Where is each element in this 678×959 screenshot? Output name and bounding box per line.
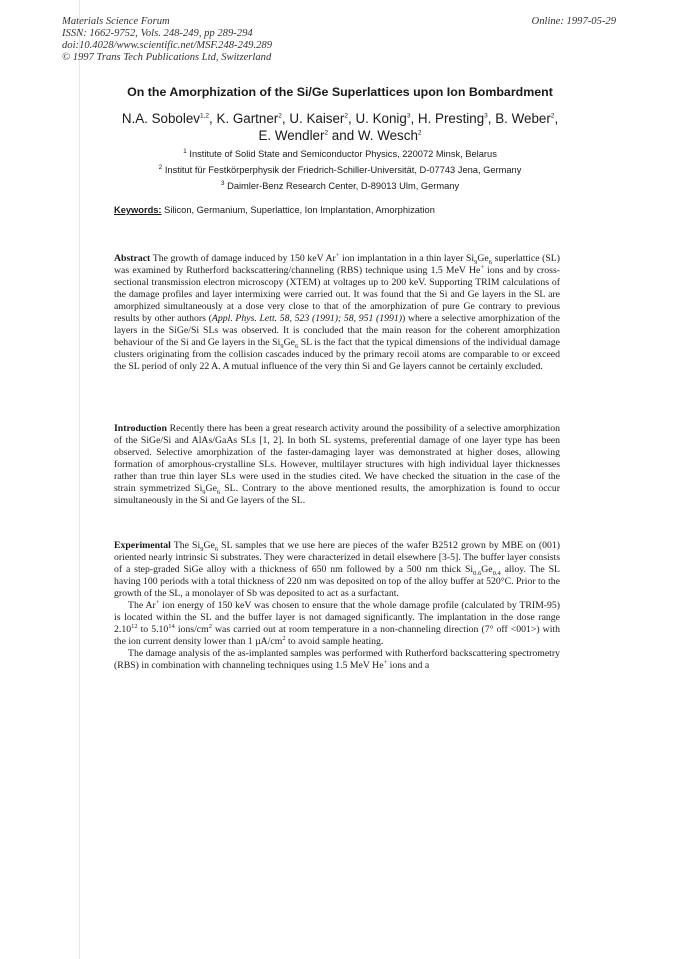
author-affil-mark: 2 — [417, 129, 422, 137]
author-name: E. Wendler — [258, 128, 325, 143]
affil-text: Institut für Festkörperphysik der Friedrich-Schiller-Universität, D-07743 Jena, Germany — [164, 165, 522, 175]
text-run: ions/cm — [174, 624, 209, 636]
author-affil-mark: 2 — [550, 112, 555, 120]
experimental-heading: Experimental — [114, 540, 171, 551]
affil-text: Institute of Solid State and Semiconductor Physics, 220072 Minsk, Belarus — [189, 149, 497, 159]
subscript: 6 — [294, 343, 299, 351]
experimental-paragraph-2 — [114, 600, 560, 648]
text-run: SL. Contrary to the above mentioned results, the amorphization is found to occur simultaneously in the Si and Ge layers of the SL. — [114, 483, 560, 507]
doi-line: doi:10.4028/www.scientific.net/MSF.248-249.289 — [62, 40, 272, 51]
author-separator: , — [281, 111, 290, 126]
affil-mark: 1 — [183, 147, 187, 155]
keywords-text: Silicon, Germanium, Superlattice, Ion Implantation, Amorphization — [164, 205, 435, 215]
abstract-paragraph — [114, 253, 560, 373]
affiliation-1 — [60, 146, 620, 162]
superscript: + — [155, 598, 160, 606]
subscript: 6 — [214, 545, 219, 553]
author-separator: , — [209, 111, 217, 126]
journal-header — [62, 16, 272, 64]
copyright-line: © 1997 Trans Tech Publications Ltd, Switzerland — [62, 52, 272, 63]
superscript: 12 — [131, 623, 138, 631]
subscript: 0.6 — [473, 570, 482, 578]
author-name: H. Presting — [417, 111, 485, 126]
affiliation-2 — [60, 162, 620, 178]
experimental-paragraph-3 — [114, 648, 560, 672]
author-affil-mark: 1,2 — [199, 112, 210, 120]
author-line-2 — [60, 127, 620, 144]
text-run: ) where a selective amorphization of the layers in the SiGe/Si SLs was observed. It is concluded that the main reason for the coherent amorphization behaviour of the Si and Ge layers in the Si — [114, 313, 560, 349]
author-name: B. Weber — [495, 111, 551, 126]
subscript: 9 — [200, 545, 204, 553]
superscript: 14 — [168, 623, 175, 631]
superscript: + — [383, 659, 388, 667]
text-run: Ge — [203, 540, 215, 551]
subscript: 0.4 — [492, 570, 501, 578]
author-name: U. Kaiser — [289, 111, 345, 126]
author-list — [60, 110, 620, 144]
abstract-heading: Abstract — [114, 253, 151, 264]
text-run: was carried out at room temperature in a non-channeling direction (7° off <001>) with the ion current density lower than 1 µA/cm — [114, 624, 561, 648]
introduction-paragraph — [114, 423, 560, 507]
text-run: The Ar — [128, 600, 156, 612]
text-run: Ge — [481, 564, 493, 576]
text-run: to 5.10 — [137, 624, 169, 636]
experimental-section — [114, 540, 560, 673]
text-run: SL samples that we use here are pieces of the wafer B2512 grown by MBE on (001) oriented nearly intrinsic Si substrates. They were characterized in detail elsewhere [3-5]. The buffer layer consists of a step-graded SiGe alloy with a thickness of 650 nm followed by a 500 nm thick Si — [114, 540, 560, 576]
journal-name: Materials Science Forum — [62, 16, 170, 27]
author-affil-mark: 2 — [344, 112, 349, 120]
text-run: The growth of damage induced by 150 keV Ar — [152, 253, 336, 264]
abstract-section — [114, 253, 560, 373]
text-run: The damage analysis of the as-implanted samples was performed with Rutherford backscattering spectrometry (RBS) in combination with channeling techniques using 1.5 MeV He — [114, 648, 560, 672]
text-run: ions and by cross-sectional transmission electron microscopy (XTEM) at voltages up to 200 keV. Supporting TRIM calculations of the damage profiles and layer intermixing were carried out. It was found that the Si and Ge layers in the SL are amorphized simultaneously at a dose very close to that of the amorphization of pure Ge contrary to previous results by other authors ( — [114, 265, 560, 325]
text-run: alloy. The SL having 100 periods with a total thickness of 220 nm was deposited on top of the alloy buffer at 520°C. Prior to the growth of the SL, a monolayer of Sb was deposited to act as a surfactant. — [114, 564, 560, 600]
author-separator: and — [328, 128, 358, 143]
text-run: Ge — [283, 337, 295, 349]
author-affil-mark: 2 — [278, 112, 282, 120]
affil-text: Daimler-Benz Research Center, D-89013 Ulm, Germany — [227, 181, 460, 191]
superscript: 2 — [208, 623, 212, 631]
text-run: ion implantation in a thin layer Si — [339, 253, 475, 264]
affil-mark: 3 — [220, 179, 225, 187]
subscript: 9 — [474, 258, 478, 266]
introduction-section — [114, 423, 560, 507]
experimental-paragraph-1 — [114, 540, 560, 600]
author-name: U. Konig — [355, 111, 407, 126]
issn-line: ISSN: 1662-9752, Vols. 248-249, pp 289-294 — [62, 28, 253, 39]
paper-title: On the Amorphization of the Si/Ge Superlattices upon Ion Bombardment — [127, 85, 553, 99]
text-run: Recently there has been a great research activity around the possibility of a selective amorphization of the SiGe/Si and AlAs/GaAs SLs [1, 2]. In both SL systems, preferential damage of one layer type has been observed. Selective amorphization of the faster-damaging layer was demonstrated at higher doses, allowing formation of amorphous-crystalline SLs. However, multilayer structures with high individual layer thicknesses rather than true thin layer SLs were used in the studies cited. We have checked the situation in the case of the strain symmetrized Si — [114, 423, 561, 495]
journal-reference: Appl. Phys. Lett. 58, 523 (1991); 58, 951 (1991) — [211, 313, 403, 325]
author-name: K. Gartner — [216, 111, 279, 126]
text-run: SL is the fact that the typical dimensions of the individual damage clusters originating from the collision cascades induced by the primary recoil atoms are comparable to or exceed the SL period of only 22 A. A mutual influence of the very thin Si and Ge layers cannot be certainly excluded. — [114, 337, 560, 373]
subscript: 9 — [280, 343, 284, 351]
author-name: W. Wesch — [357, 128, 418, 143]
superscript: + — [335, 251, 340, 259]
author-affil-mark: 3 — [406, 112, 411, 120]
author-name: N.A. Sobolev — [121, 111, 200, 126]
text-run: superlattice (SL) was examined by Rutherford backscattering/channeling (RBS) technique using 1.5 MeV He — [114, 253, 561, 277]
online-date: Online: 1997-05-29 — [531, 16, 616, 27]
affiliations — [60, 146, 620, 194]
text-run: ion energy of 150 keV was chosen to ensure that the whole damage profile (calculated by TRIM-95) is located within the SL and the buffer layer is not damaged significantly. The implantation in the dose range 2.10 — [114, 600, 560, 636]
text-run: Ge — [205, 483, 217, 495]
keywords — [114, 205, 574, 215]
author-line-1 — [60, 110, 620, 127]
text-run: Ge — [477, 253, 489, 264]
author-affil-mark: 3 — [484, 112, 488, 120]
author-separator: , — [554, 111, 559, 126]
text-run: ions and a — [387, 660, 430, 672]
author-affil-mark: 2 — [324, 129, 329, 137]
text-run: The Si — [173, 540, 201, 551]
introduction-heading: Introduction — [114, 423, 167, 434]
author-separator: , — [348, 111, 356, 126]
author-separator: , — [487, 111, 496, 126]
text-run: to avoid sample heating. — [285, 636, 384, 648]
subscript: 9 — [202, 489, 206, 497]
superscript: + — [480, 263, 484, 271]
affiliation-3 — [60, 178, 620, 194]
subscript: 6 — [488, 258, 492, 266]
superscript: 2 — [282, 635, 286, 643]
subscript: 6 — [216, 489, 221, 497]
author-separator: , — [410, 111, 418, 126]
affil-mark: 2 — [158, 163, 163, 171]
keywords-label: Keywords: — [114, 205, 162, 215]
